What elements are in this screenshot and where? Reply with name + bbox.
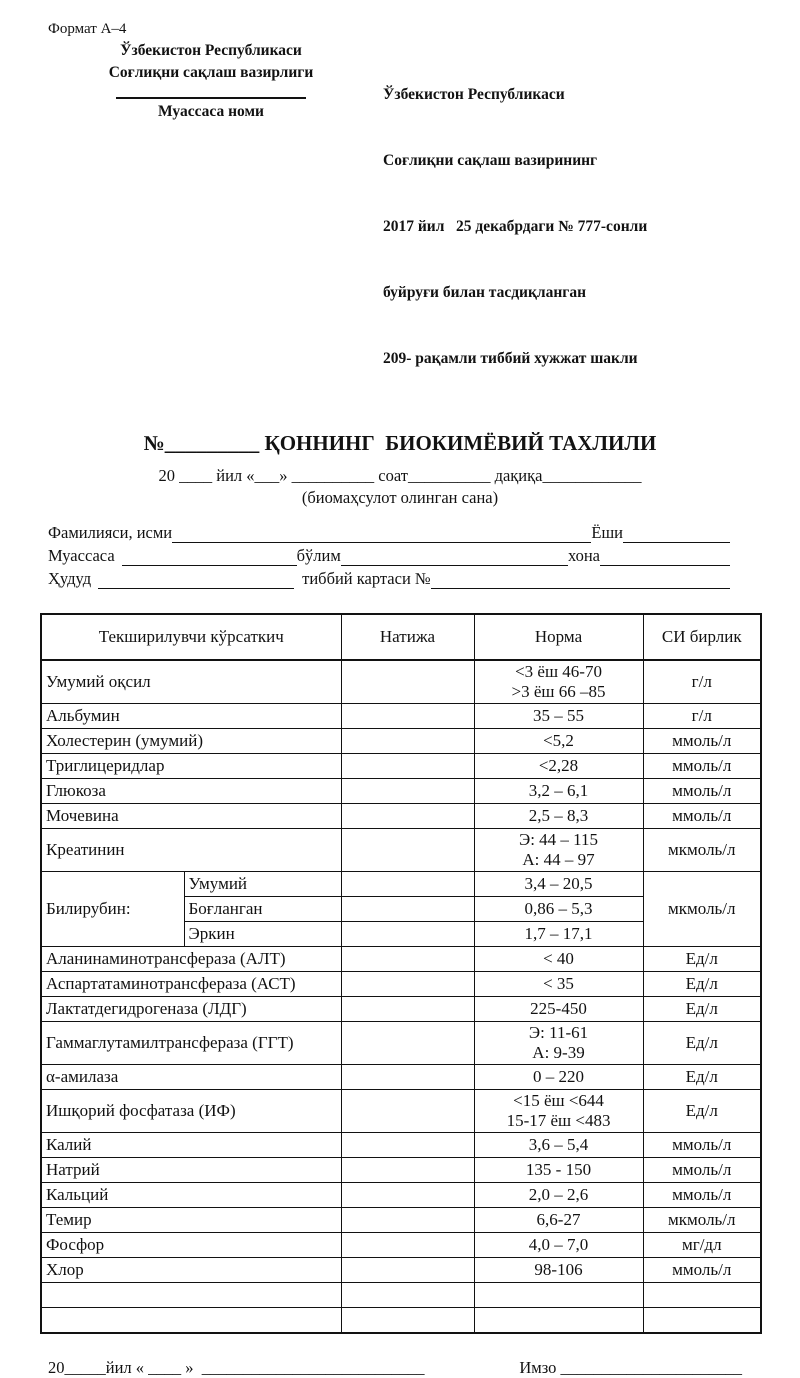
param-cell: Аспартатаминотрансфераза (АСТ)	[41, 972, 341, 997]
norm-line: >3 ёш 66 –85	[511, 682, 606, 701]
param-cell: Глюкоза	[41, 779, 341, 804]
patient-name-line	[48, 523, 730, 546]
document-title: №_________ ҚОННИНГ БИОКИМЁВИЙ ТАХЛИЛИ	[143, 431, 657, 455]
footer-date-line: 20_____йил « ____ » ___________________________	[48, 1358, 425, 1377]
param-cell: Боғланган	[184, 897, 341, 922]
param-cell: Хлор	[41, 1258, 341, 1283]
result-cell	[341, 660, 474, 704]
param-cell: Ишқорий фосфатаза (ИФ)	[41, 1090, 341, 1133]
param-cell: Умумий	[184, 872, 341, 897]
result-cell	[341, 779, 474, 804]
unit-cell: Ед/л	[643, 1090, 761, 1133]
norm-cell: 3,2 – 6,1	[474, 779, 643, 804]
norm-cell: 3,6 – 5,4	[474, 1133, 643, 1158]
param-cell: Триглицеридлар	[41, 754, 341, 779]
param-cell: Эркин	[184, 922, 341, 947]
unit-cell: Ед/л	[643, 1022, 761, 1065]
room-label: хона	[567, 546, 600, 565]
ministry-line: Соғлиқни сақлаш вазирлиги	[108, 64, 314, 81]
approval-line: Ўзбекистон Республикаси	[383, 86, 565, 103]
param-cell: Мочевина	[41, 804, 341, 829]
table-row	[41, 660, 761, 704]
param-cell: Гаммаглутамилтрансфераза (ГГТ)	[41, 1022, 341, 1065]
col-header-norm: Норма	[474, 614, 643, 660]
result-cell	[341, 704, 474, 729]
result-cell	[341, 997, 474, 1022]
header-left-block	[55, 40, 367, 414]
header-right-block	[383, 40, 647, 414]
param-cell	[41, 1283, 341, 1308]
col-header-parameter: Текширилувчи кўрсаткич	[41, 614, 341, 660]
norm-cell: 4,0 – 7,0	[474, 1233, 643, 1258]
norm-line: Э: 11-61	[528, 1023, 589, 1042]
unit-cell: г/л	[643, 660, 761, 704]
table-row	[41, 1090, 761, 1133]
param-cell: Альбумин	[41, 704, 341, 729]
institution-name-line	[116, 97, 306, 99]
result-cell	[341, 897, 474, 922]
norm-line: А: 44 – 97	[522, 850, 595, 869]
format-label: Формат А–4	[48, 21, 127, 37]
norm-cell: 1,7 – 17,1	[474, 922, 643, 947]
department-label: бўлим	[296, 546, 341, 565]
signature-fill-line: ______________________	[560, 1358, 742, 1377]
result-cell	[341, 1183, 474, 1208]
approval-line: буйруғи билан тасдиқланган	[383, 284, 587, 301]
unit-cell: ммоль/л	[643, 1183, 761, 1208]
norm-cell: 225-450	[474, 997, 643, 1022]
norm-cell: < 35	[474, 972, 643, 997]
result-cell	[341, 947, 474, 972]
table-row	[41, 1283, 761, 1308]
result-cell	[341, 1065, 474, 1090]
form-footer	[0, 1358, 800, 1378]
institution-label: Муассаса	[48, 546, 115, 565]
unit-cell: ммоль/л	[643, 804, 761, 829]
department-fill-line	[341, 565, 568, 566]
signature-block	[519, 1358, 742, 1378]
result-cell	[341, 829, 474, 872]
unit-cell: ммоль/л	[643, 729, 761, 754]
norm-line: Э: 44 – 115	[518, 830, 599, 849]
unit-cell: мкмоль/л	[643, 829, 761, 872]
age-fill-line	[623, 542, 730, 543]
surname-fill-line	[172, 542, 591, 543]
room-fill-line	[600, 565, 730, 566]
unit-cell: ммоль/л	[643, 779, 761, 804]
table-row	[41, 1065, 761, 1090]
norm-line: А: 9-39	[532, 1043, 585, 1062]
param-cell: Креатинин	[41, 829, 341, 872]
table-row	[41, 1158, 761, 1183]
table-row	[41, 829, 761, 872]
card-fill-line	[431, 588, 730, 589]
table-row	[41, 1308, 761, 1334]
table-row	[41, 1258, 761, 1283]
param-cell: Аланинаминотрансфераза (АЛТ)	[41, 947, 341, 972]
param-cell: Темир	[41, 1208, 341, 1233]
result-cell	[341, 872, 474, 897]
table-row	[41, 1233, 761, 1258]
col-header-result: Натижа	[341, 614, 474, 660]
norm-cell: 6,6-27	[474, 1208, 643, 1233]
norm-cell: <5,2	[474, 729, 643, 754]
norm-cell: 135 - 150	[474, 1158, 643, 1183]
norm-cell: 3,4 – 20,5	[474, 872, 643, 897]
unit-cell: Ед/л	[643, 947, 761, 972]
norm-cell	[474, 1022, 643, 1065]
result-cell	[341, 1158, 474, 1183]
norm-line: <15 ёш <644	[513, 1091, 604, 1110]
norm-line: <3 ёш 46-70	[515, 662, 602, 681]
table-row	[41, 1022, 761, 1065]
table-row	[41, 1183, 761, 1208]
approval-line: 209- рақамли тиббий хужжат шакли	[383, 350, 638, 367]
norm-cell	[474, 829, 643, 872]
norm-cell: 0,86 – 5,3	[474, 897, 643, 922]
result-cell	[341, 804, 474, 829]
norm-cell: <2,28	[474, 754, 643, 779]
unit-cell: ммоль/л	[643, 1258, 761, 1283]
param-cell: Лактатдегидрогеназа (ЛДГ)	[41, 997, 341, 1022]
age-label: Ёши	[591, 523, 623, 542]
norm-cell	[474, 660, 643, 704]
result-cell	[341, 1133, 474, 1158]
norm-cell	[474, 1308, 643, 1334]
norm-cell: 35 – 55	[474, 704, 643, 729]
results-table-body	[41, 660, 761, 1333]
unit-cell: Ед/л	[643, 997, 761, 1022]
param-cell: Холестерин (умумий)	[41, 729, 341, 754]
table-row	[41, 779, 761, 804]
result-cell	[341, 1208, 474, 1233]
unit-cell: г/л	[643, 704, 761, 729]
norm-cell: 0 – 220	[474, 1065, 643, 1090]
result-cell	[341, 1308, 474, 1334]
table-row	[41, 1133, 761, 1158]
result-cell	[341, 754, 474, 779]
group-cell: Билирубин:	[41, 872, 184, 947]
unit-cell	[643, 1308, 761, 1334]
table-row	[41, 804, 761, 829]
unit-cell: ммоль/л	[643, 1133, 761, 1158]
header-row	[41, 614, 761, 660]
table-row	[41, 704, 761, 729]
norm-cell	[474, 1283, 643, 1308]
param-cell: Фосфор	[41, 1233, 341, 1258]
table-row	[41, 754, 761, 779]
result-cell	[341, 1090, 474, 1133]
region-label: Ҳудуд	[48, 569, 92, 588]
param-cell: Калий	[41, 1133, 341, 1158]
patient-info-block	[0, 523, 800, 592]
table-row	[41, 872, 761, 897]
table-row	[41, 1208, 761, 1233]
col-header-unit: СИ бирлик	[643, 614, 761, 660]
param-cell: Кальций	[41, 1183, 341, 1208]
table-row	[41, 947, 761, 972]
result-cell	[341, 1283, 474, 1308]
institution-line	[48, 546, 730, 569]
norm-line: 15-17 ёш <483	[506, 1111, 611, 1130]
result-cell	[341, 1022, 474, 1065]
signature-label: Имзо	[519, 1358, 557, 1377]
unit-cell: Ед/л	[643, 1065, 761, 1090]
unit-cell: Ед/л	[643, 972, 761, 997]
surname-label: Фамилияси, исми	[48, 523, 173, 542]
param-cell	[41, 1308, 341, 1334]
unit-cell: ммоль/л	[643, 1158, 761, 1183]
unit-cell: ммоль/л	[643, 754, 761, 779]
result-cell	[341, 1258, 474, 1283]
norm-cell: < 40	[474, 947, 643, 972]
results-table-head	[41, 614, 761, 660]
approval-line: Соғлиқни сақлаш вазирининг	[383, 152, 598, 169]
norm-cell: 2,0 – 2,6	[474, 1183, 643, 1208]
result-cell	[341, 922, 474, 947]
institution-name-label: Муассаса номи	[158, 103, 264, 120]
form-header	[0, 38, 800, 414]
unit-cell	[643, 1283, 761, 1308]
approval-line: 2017 йил 25 декабрдаги № 777-сонли	[383, 218, 648, 235]
region-line	[48, 569, 730, 592]
table-row	[41, 997, 761, 1022]
unit-cell: мкмоль/л	[643, 1208, 761, 1233]
sample-date-subtitle: (биомаҳсулот олинган сана)	[301, 488, 499, 507]
unit-cell: мкмоль/л	[643, 872, 761, 947]
param-cell: α-амилаза	[41, 1065, 341, 1090]
result-cell	[341, 1233, 474, 1258]
norm-cell: 2,5 – 8,3	[474, 804, 643, 829]
norm-cell: 98-106	[474, 1258, 643, 1283]
param-cell: Умумий оқсил	[41, 660, 341, 704]
card-label: тиббий картаси №	[302, 569, 431, 588]
result-cell	[341, 729, 474, 754]
result-cell	[341, 972, 474, 997]
norm-cell	[474, 1090, 643, 1133]
table-row	[41, 972, 761, 997]
country-line: Ўзбекистон Республикаси	[120, 42, 302, 59]
param-cell: Натрий	[41, 1158, 341, 1183]
region-fill-line	[98, 588, 294, 589]
results-table	[40, 613, 762, 1334]
sample-date-line: 20 ____ йил «___» __________ соат__________ дақиқа____________	[158, 466, 642, 485]
unit-cell: мг/дл	[643, 1233, 761, 1258]
table-row	[41, 729, 761, 754]
institution-fill-line	[122, 565, 297, 566]
